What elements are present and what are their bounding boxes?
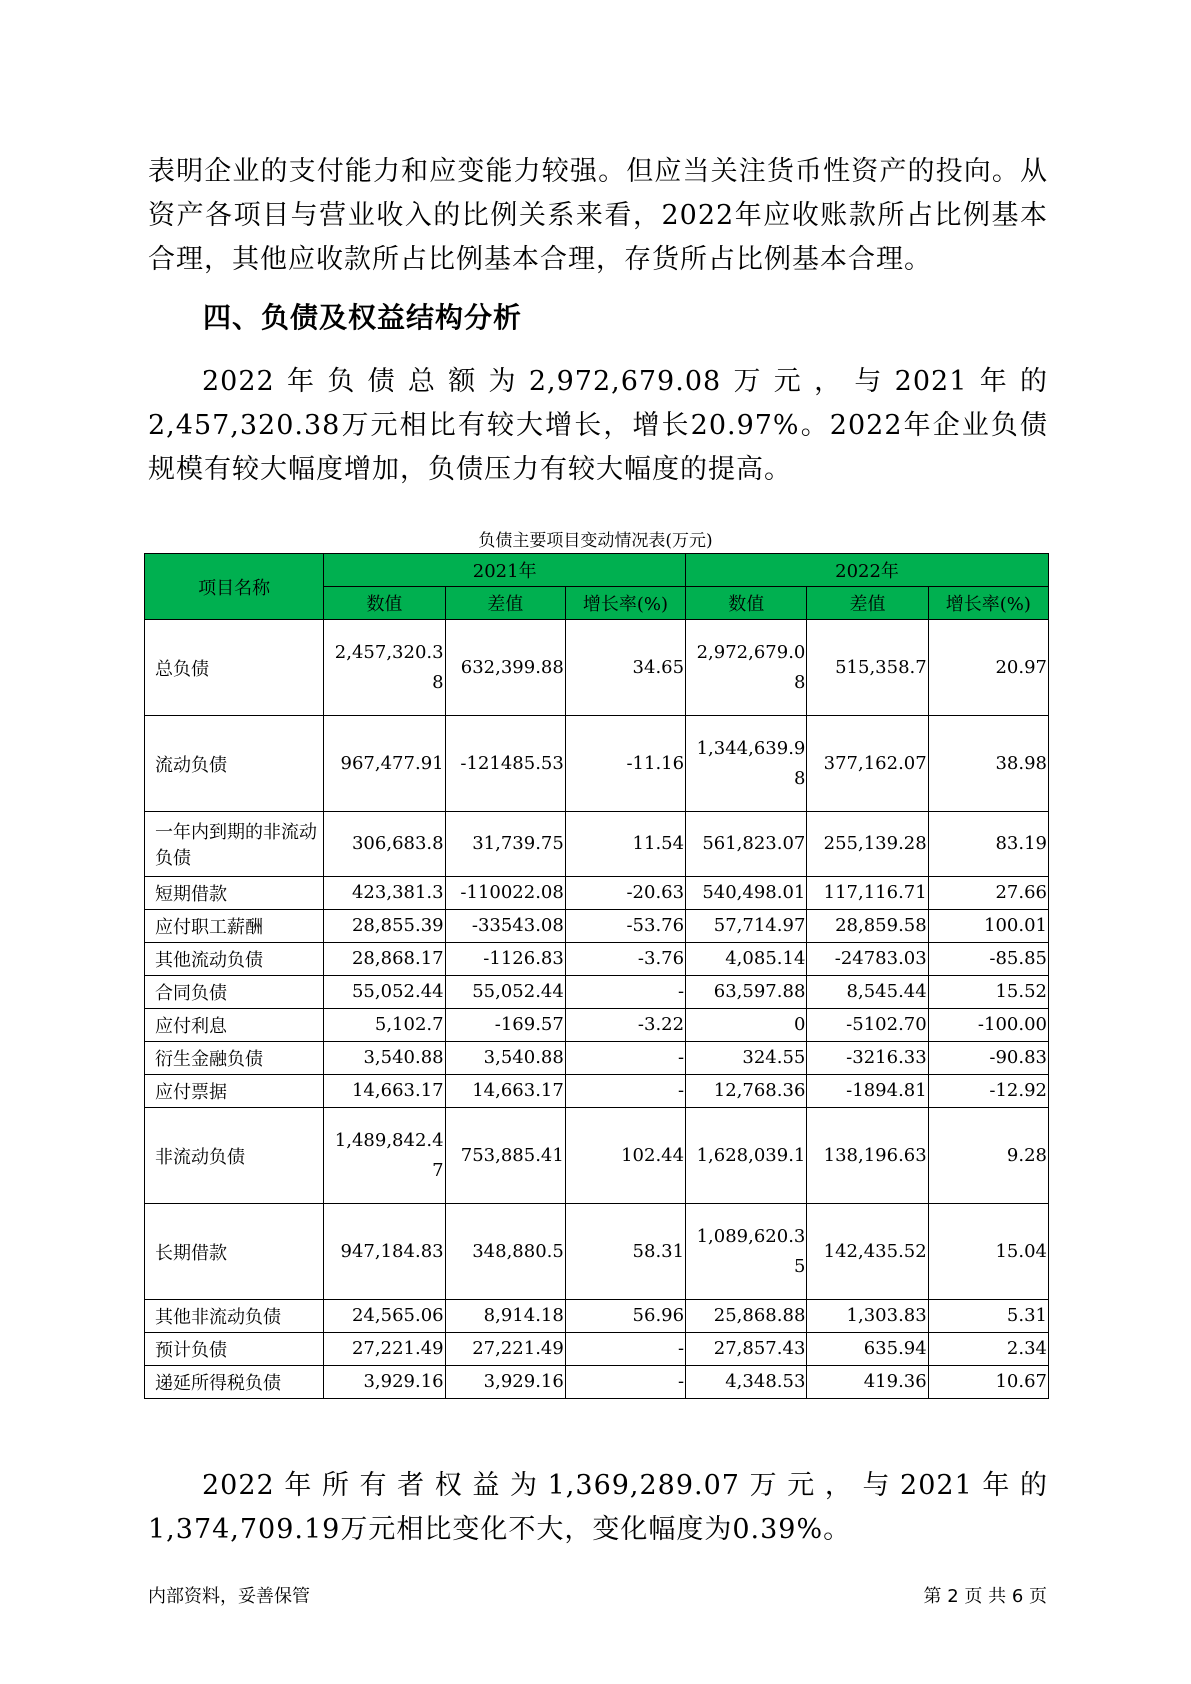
cell-rate-2021: -3.22 [565, 1009, 685, 1042]
cell-rate-2021: -3.76 [565, 943, 685, 976]
cell-diff-2021: 14,663.17 [445, 1075, 565, 1108]
cell-diff-2022: -3216.33 [807, 1042, 928, 1075]
cell-diff-2021: 8,914.18 [445, 1300, 565, 1333]
cell-diff-2021: 348,880.5 [445, 1204, 565, 1300]
cell-diff-2022: -5102.70 [807, 1009, 928, 1042]
cell-rate-2021: 58.31 [565, 1204, 685, 1300]
cell-rate-2022: -85.85 [928, 943, 1048, 976]
table-row [145, 1009, 1049, 1042]
cell-rate-2021: -53.76 [565, 910, 685, 943]
cell-diff-2022: -1894.81 [807, 1075, 928, 1108]
table-row [145, 943, 1049, 976]
cell-value-2021: 28,868.17 [324, 943, 445, 976]
cell-rate-2022: -100.00 [928, 1009, 1048, 1042]
cell-value-2021: 306,683.8 [324, 812, 445, 877]
cell-diff-2021: 55,052.44 [445, 976, 565, 1009]
table-row [145, 1042, 1049, 1075]
table-row [145, 1333, 1049, 1366]
cell-diff-2021: 3,540.88 [445, 1042, 565, 1075]
table-row [145, 877, 1049, 910]
cell-rate-2022: 83.19 [928, 812, 1048, 877]
cell-diff-2021: -110022.08 [445, 877, 565, 910]
header-rate-2022: 增长率(%) [928, 587, 1048, 620]
cell-rate-2022: -12.92 [928, 1075, 1048, 1108]
table-row [145, 1075, 1049, 1108]
cell-item-name: 短期借款 [145, 877, 324, 910]
cell-item-name: 预计负债 [145, 1333, 324, 1366]
cell-value-2021: 947,184.83 [324, 1204, 445, 1300]
header-diff-2022: 差值 [807, 587, 928, 620]
cell-diff-2021: 27,221.49 [445, 1333, 565, 1366]
cell-diff-2022: 419.36 [807, 1366, 928, 1399]
cell-rate-2021: 102.44 [565, 1108, 685, 1204]
table-row [145, 716, 1049, 812]
cell-rate-2022: 100.01 [928, 910, 1048, 943]
cell-item-name: 非流动负债 [145, 1108, 324, 1204]
cell-item-name: 长期借款 [145, 1204, 324, 1300]
cell-item-name: 流动负债 [145, 716, 324, 812]
cell-item-name: 总负债 [145, 620, 324, 716]
cell-value-2021: 2,457,320.38 [324, 620, 445, 716]
cell-item-name: 一年内到期的非流动负债 [145, 812, 324, 877]
cell-rate-2021: -20.63 [565, 877, 685, 910]
header-rate-2021: 增长率(%) [565, 587, 685, 620]
header-diff-2021: 差值 [445, 587, 565, 620]
cell-value-2022: 27,857.43 [686, 1333, 807, 1366]
cell-rate-2022: 5.31 [928, 1300, 1048, 1333]
cell-value-2022: 540,498.01 [686, 877, 807, 910]
cell-diff-2021: 31,739.75 [445, 812, 565, 877]
table-row [145, 1300, 1049, 1333]
cell-diff-2022: 142,435.52 [807, 1204, 928, 1300]
cell-diff-2021: -121485.53 [445, 716, 565, 812]
cell-value-2022: 2,972,679.08 [686, 620, 807, 716]
cell-value-2022: 324.55 [686, 1042, 807, 1075]
cell-value-2021: 27,221.49 [324, 1333, 445, 1366]
cell-item-name: 其他非流动负债 [145, 1300, 324, 1333]
cell-diff-2021: 753,885.41 [445, 1108, 565, 1204]
cell-value-2021: 1,489,842.47 [324, 1108, 445, 1204]
cell-diff-2022: 8,545.44 [807, 976, 928, 1009]
cell-rate-2021: - [565, 1333, 685, 1366]
cell-diff-2022: 117,116.71 [807, 877, 928, 910]
cell-value-2021: 28,855.39 [324, 910, 445, 943]
table-caption: 负债主要项目变动情况表(万元) [478, 531, 713, 551]
cell-diff-2022: -24783.03 [807, 943, 928, 976]
cell-rate-2022: 9.28 [928, 1108, 1048, 1204]
paragraph-liability-summary: 2022年负债总额为2,972,679.08万元，与2021年的2,457,320.38万元相比有较大增长，增长20.97%。2022年企业负债规模有较大幅度增加，负债压力有较大幅度的提高。 [148, 366, 1048, 485]
cell-rate-2021: 11.54 [565, 812, 685, 877]
header-year-2022: 2022年 [686, 554, 1049, 587]
cell-rate-2022: -90.83 [928, 1042, 1048, 1075]
cell-rate-2021: - [565, 1042, 685, 1075]
header-year-2021: 2021年 [324, 554, 686, 587]
footer-page-number: 第 2 页 共 6 页 [923, 1586, 1047, 1607]
cell-value-2021: 423,381.3 [324, 877, 445, 910]
cell-diff-2021: -1126.83 [445, 943, 565, 976]
cell-value-2022: 1,344,639.98 [686, 716, 807, 812]
cell-item-name: 递延所得税负债 [145, 1366, 324, 1399]
header-value-2022: 数值 [686, 587, 807, 620]
cell-value-2022: 0 [686, 1009, 807, 1042]
cell-value-2021: 24,565.06 [324, 1300, 445, 1333]
cell-item-name: 应付利息 [145, 1009, 324, 1042]
header-value-2021: 数值 [324, 587, 445, 620]
cell-value-2022: 12,768.36 [686, 1075, 807, 1108]
cell-rate-2022: 10.67 [928, 1366, 1048, 1399]
cell-rate-2021: 56.96 [565, 1300, 685, 1333]
cell-diff-2022: 138,196.63 [807, 1108, 928, 1204]
cell-value-2021: 967,477.91 [324, 716, 445, 812]
cell-rate-2022: 38.98 [928, 716, 1048, 812]
table-row [145, 1108, 1049, 1204]
cell-item-name: 应付票据 [145, 1075, 324, 1108]
cell-rate-2022: 20.97 [928, 620, 1048, 716]
cell-value-2021: 5,102.7 [324, 1009, 445, 1042]
cell-rate-2021: -11.16 [565, 716, 685, 812]
table-row [145, 620, 1049, 716]
cell-diff-2021: 632,399.88 [445, 620, 565, 716]
cell-rate-2021: - [565, 976, 685, 1009]
cell-diff-2021: 3,929.16 [445, 1366, 565, 1399]
cell-value-2021: 3,929.16 [324, 1366, 445, 1399]
cell-diff-2022: 1,303.83 [807, 1300, 928, 1333]
cell-diff-2022: 515,358.7 [807, 620, 928, 716]
section-heading: 四、负债及权益结构分析 [203, 301, 523, 334]
cell-rate-2022: 27.66 [928, 877, 1048, 910]
cell-rate-2022: 15.52 [928, 976, 1048, 1009]
header-item-name: 项目名称 [145, 554, 324, 620]
cell-diff-2022: 377,162.07 [807, 716, 928, 812]
cell-value-2022: 25,868.88 [686, 1300, 807, 1333]
table-row [145, 1204, 1049, 1300]
table-row [145, 976, 1049, 1009]
cell-item-name: 衍生金融负债 [145, 1042, 324, 1075]
cell-value-2021: 14,663.17 [324, 1075, 445, 1108]
cell-value-2022: 1,628,039.1 [686, 1108, 807, 1204]
table-body [145, 620, 1049, 1399]
cell-item-name: 其他流动负债 [145, 943, 324, 976]
cell-diff-2021: -169.57 [445, 1009, 565, 1042]
cell-rate-2021: 34.65 [565, 620, 685, 716]
paragraph-asset-summary: 表明企业的支付能力和应变能力较强。但应当关注货币性资产的投向。从资产各项目与营业收入的比例关系来看，2022年应收账款所占比例基本合理，其他应收款所占比例基本合理，存货所占比例基本合理。 [148, 156, 1048, 275]
cell-diff-2022: 635.94 [807, 1333, 928, 1366]
cell-item-name: 合同负债 [145, 976, 324, 1009]
cell-value-2022: 63,597.88 [686, 976, 807, 1009]
table-row [145, 910, 1049, 943]
cell-value-2022: 4,348.53 [686, 1366, 807, 1399]
cell-value-2022: 1,089,620.35 [686, 1204, 807, 1300]
cell-rate-2022: 2.34 [928, 1333, 1048, 1366]
cell-rate-2022: 15.04 [928, 1204, 1048, 1300]
cell-value-2022: 57,714.97 [686, 910, 807, 943]
cell-value-2022: 4,085.14 [686, 943, 807, 976]
table-row [145, 812, 1049, 877]
cell-diff-2022: 255,139.28 [807, 812, 928, 877]
liability-table [144, 553, 1049, 1399]
table-row [145, 1366, 1049, 1399]
cell-diff-2021: -33543.08 [445, 910, 565, 943]
paragraph-equity-summary: 2022年所有者权益为1,369,289.07万元，与2021年的1,374,709.19万元相比变化不大，变化幅度为0.39%。 [148, 1470, 1048, 1545]
cell-value-2022: 561,823.07 [686, 812, 807, 877]
cell-value-2021: 55,052.44 [324, 976, 445, 1009]
cell-rate-2021: - [565, 1366, 685, 1399]
cell-rate-2021: - [565, 1075, 685, 1108]
cell-item-name: 应付职工薪酬 [145, 910, 324, 943]
footer-confidential-note: 内部资料，妥善保管 [148, 1586, 310, 1607]
cell-diff-2022: 28,859.58 [807, 910, 928, 943]
cell-value-2021: 3,540.88 [324, 1042, 445, 1075]
